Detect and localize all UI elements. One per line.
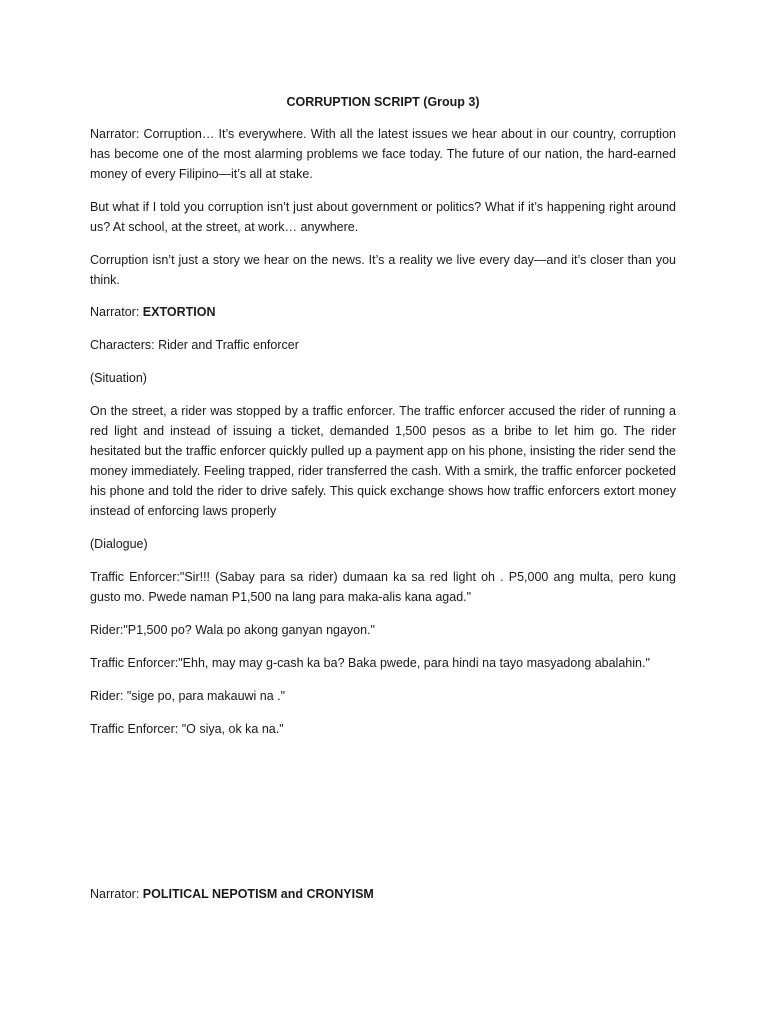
intro-paragraph-1: Narrator: Corruption… It’s everywhere. With all the latest issues we hear about in our country, corruption has become one of the most alarming problems we face today. The future of our nation, the hard-earned money of every Filipino—it’s all at stake.	[90, 127, 676, 181]
section-heading-nepotism	[90, 884, 676, 904]
situation-label: (Situation)	[90, 371, 147, 385]
dialogue-label: (Dialogue)	[90, 537, 148, 551]
section-heading-extortion	[90, 302, 676, 322]
dialogue-line: Rider:"P1,500 po? Wala po akong ganyan ngayon."	[90, 623, 375, 637]
document-page	[90, 0, 676, 1024]
section-title: EXTORTION	[142, 305, 216, 319]
situation-paragraph: On the street, a rider was stopped by a traffic enforcer. The traffic enforcer accused the rider of running a red light and instead of issuing a ticket, demanded 1,500 pesos as a bribe to let him go. The rider hesitated but the traffic enforcer quickly pulled up a payment app on his phone, insisting the rider send the money immediately. Feeling trapped, rider transferred the cash. With a smirk, the traffic enforcer pocketed his phone and told the rider to drive safely. This quick exchange shows how traffic enforcers extort money instead of enforcing laws properly	[90, 404, 676, 518]
intro-paragraph-2: But what if I told you corruption isn’t just about government or politics? What if it’s happening right around us? At school, at the street, at work… anywhere.	[90, 200, 676, 234]
dialogue-line: Traffic Enforcer:"Sir!!! (Sabay para sa rider) dumaan ka sa red light oh . P5,000 ang multa, pero kung gusto mo. Pwede naman P1,500 na lang para maka-alis kana agad."	[90, 570, 676, 604]
narrator-label: Narrator:	[90, 305, 143, 319]
dialogue-line: Rider: "sige po, para makauwi na ."	[90, 689, 286, 703]
intro-paragraph-3: Corruption isn’t just a story we hear on the news. It’s a reality we live every day—and it’s closer than you think.	[90, 253, 676, 287]
dialogue-line: Traffic Enforcer: "O siya, ok ka na."	[90, 722, 284, 736]
characters-line: Characters: Rider and Traffic enforcer	[90, 338, 299, 352]
dialogue-line: Traffic Enforcer:"Ehh, may may g-cash ka ba? Baka pwede, para hindi na tayo masyadong abalahin."	[90, 656, 650, 670]
narrator-label: Narrator:	[90, 887, 143, 901]
page-title: CORRUPTION SCRIPT (Group 3)	[286, 95, 480, 109]
section-title: POLITICAL NEPOTISM and CRONYISM	[142, 887, 374, 901]
